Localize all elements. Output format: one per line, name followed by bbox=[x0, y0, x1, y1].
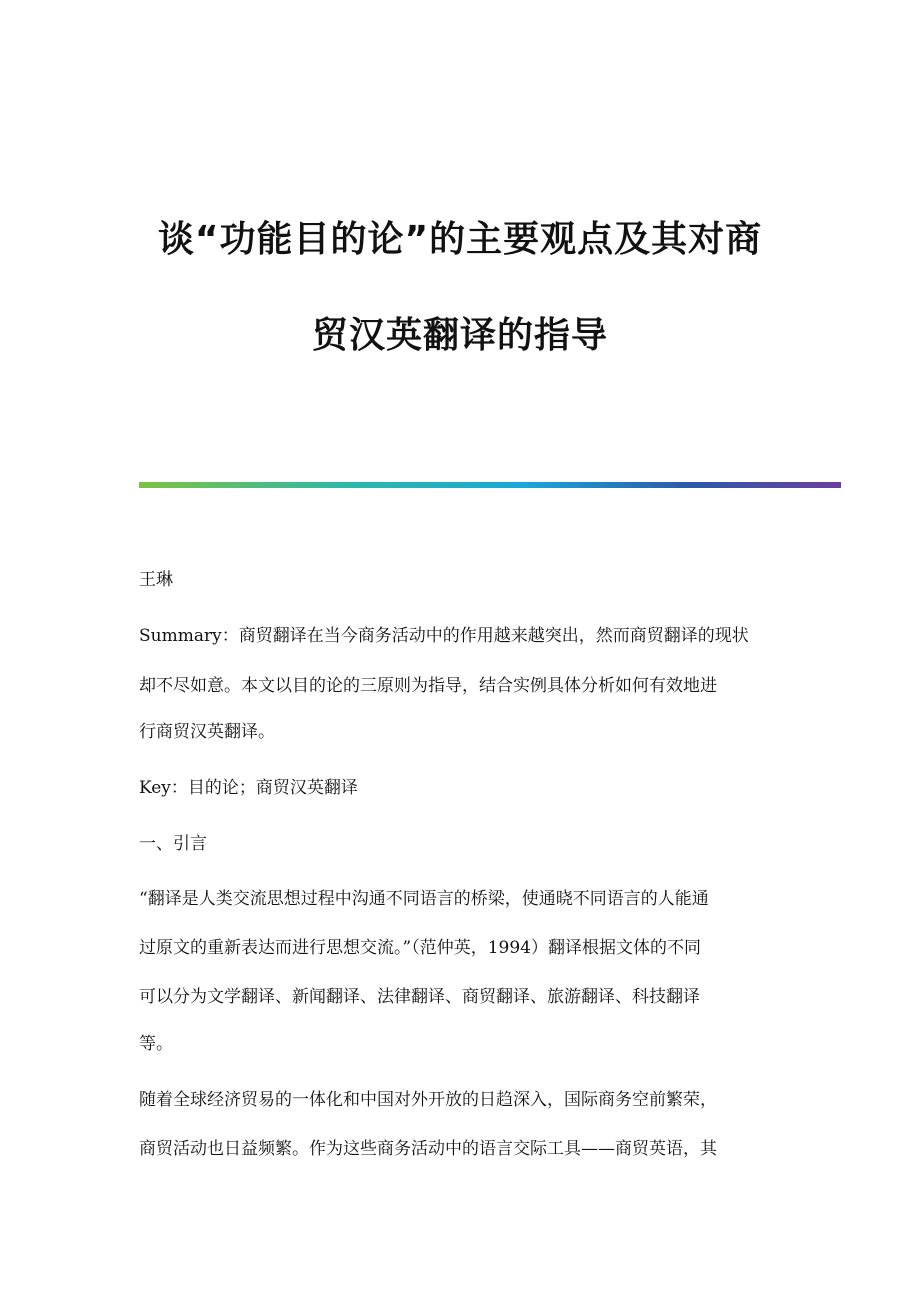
paragraph-1-line-4: 等。 bbox=[139, 1034, 173, 1054]
paragraph-1-line-1: “翻译是人类交流思想过程中沟通不同语言的桥梁，使通晓不同语言的人能通 bbox=[139, 889, 709, 909]
paragraph-1-line-3: 可以分为文学翻译、新闻翻译、法律翻译、商贸翻译、旅游翻译、科技翻译 bbox=[139, 987, 700, 1007]
paragraph-1-line-2: 过原文的重新表达而进行思想交流。”（范仲英，1994）翻译根据文体的不同 bbox=[139, 938, 701, 958]
summary-line-2: 却不尽如意。本文以目的论的三原则为指导，结合实例具体分析如何有效地进 bbox=[139, 676, 717, 696]
gradient-divider bbox=[139, 482, 841, 488]
keywords-line: Key：目的论；商贸汉英翻译 bbox=[139, 778, 358, 798]
summary-line-1: Summary：商贸翻译在当今商务活动中的作用越来越突出，然而商贸翻译的现状 bbox=[139, 626, 749, 646]
paragraph-2-line-2: 商贸活动也日益频繁。作为这些商务活动中的语言交际工具——商贸英语，其 bbox=[139, 1139, 717, 1159]
paragraph-2-line-1: 随着全球经济贸易的一体化和中国对外开放的日趋深入，国际商务空前繁荣， bbox=[139, 1090, 717, 1110]
title-line-2: 贸汉英翻译的指导 bbox=[311, 315, 608, 356]
author-name: 王琳 bbox=[139, 570, 173, 590]
title-line-1: 谈“功能目的论”的主要观点及其对商 bbox=[157, 219, 763, 260]
section-heading: 一、引言 bbox=[139, 834, 207, 854]
summary-line-3: 行商贸汉英翻译。 bbox=[139, 722, 275, 742]
